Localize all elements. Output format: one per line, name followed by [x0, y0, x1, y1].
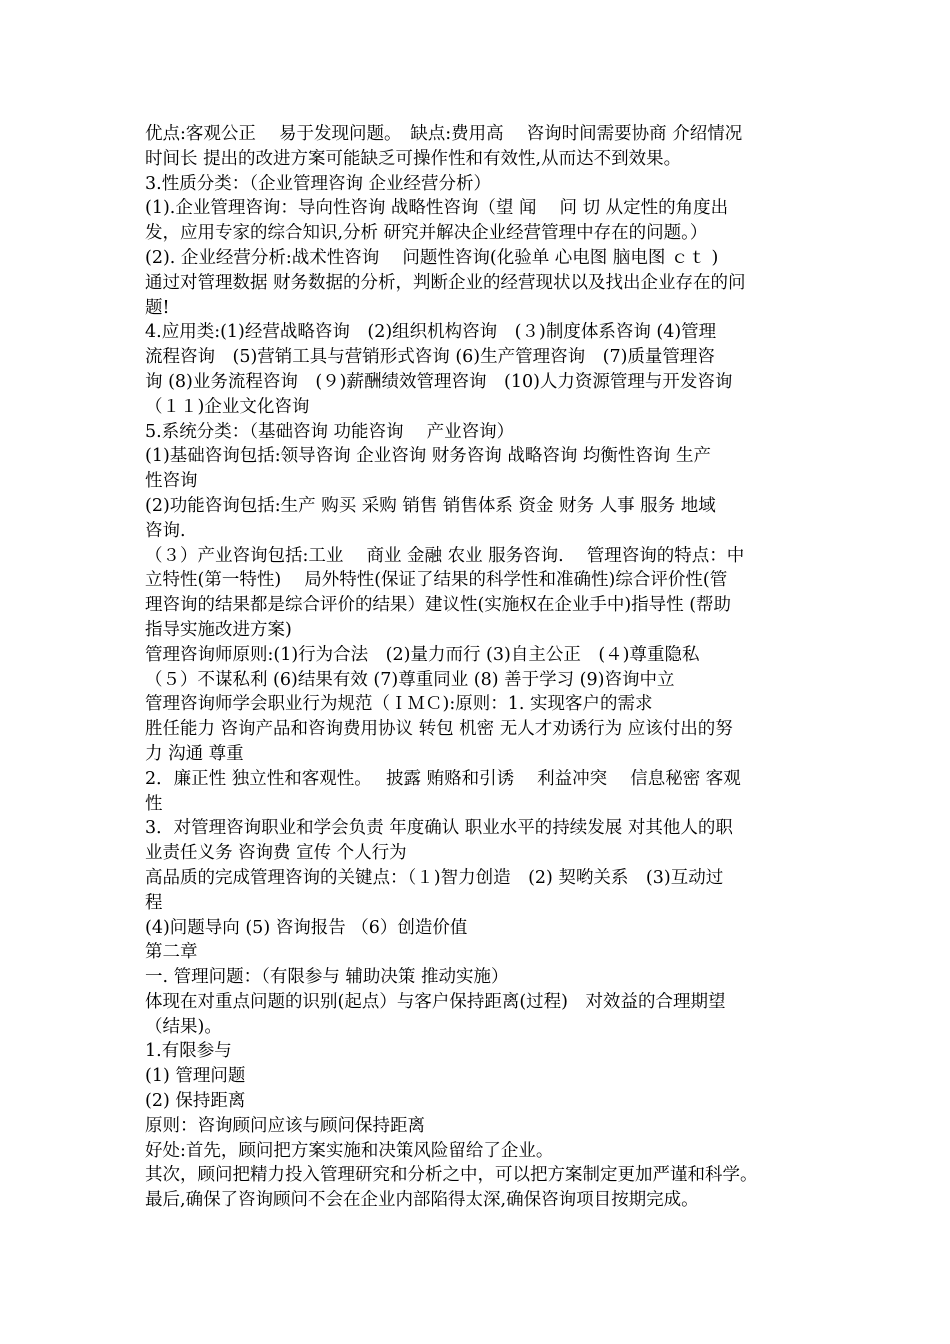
text-line: (1).企业管理咨询：导向性咨询 战略性咨询（望 闻 问 切 从定性的角度出	[145, 198, 729, 219]
text-line: (1) 管理问题	[145, 1066, 246, 1087]
text-line: (2)功能咨询包括:生产 购买 采购 销售 销售体系 资金 财务 人事 服务 地域	[145, 495, 716, 516]
text-line: 询 (8)业务流程咨询 (９)薪酬绩效管理咨询 (10)人力资源管理与开发咨询	[145, 371, 733, 392]
text-line: 一. 管理问题：（有限参与 辅助决策 推动实施）	[145, 967, 509, 988]
text-line: 力 沟通 尊重	[145, 743, 244, 764]
text-line: 优点:客观公正 易于发现问题。 缺点:费用高 咨询时间需要协商 介绍情况	[145, 124, 743, 144]
text-line: 发，应用专家的综合知识,分析 研究并解决企业经营管理中存在的问题。）	[145, 223, 708, 244]
text-line: 管理咨询师学会职业行为规范（ＩＭＣ):原则：1. 实现客户的需求	[145, 694, 653, 715]
text-line: （５）不谋私利 (6)结果有效 (7)尊重同业 (8) 善于学习 (9)咨询中立	[145, 669, 675, 690]
text-line: 性咨询	[145, 471, 198, 492]
text-line: 指导实施改进方案)	[145, 619, 292, 640]
text-line: (2). 企业经营分析:战术性咨询 问题性咨询(化验单 心电图 脑电图 ｃｔ )	[145, 247, 719, 268]
text-line: 体现在对重点问题的识别(起点）与客户保持距离(过程) 对效益的合理期望	[145, 991, 726, 1012]
text-line: 4.应用类:(1)经营战略咨询 (2)组织机构咨询 (３)制度体系咨询 (4)管理	[145, 322, 717, 343]
text-line: 题!	[145, 297, 170, 318]
text-line: 业责任义务 咨询费 宣传 个人行为	[145, 843, 407, 864]
document-body	[145, 122, 815, 1213]
text-line: (4)问题导向 (5) 咨询报告 （6）创造价值	[145, 917, 468, 938]
text-line: （３）产业咨询包括:工业 商业 金融 农业 服务咨询. 管理咨询的特点：中	[145, 545, 745, 566]
text-line: 第二章	[145, 942, 198, 963]
text-line: 管理咨询师原则:(1)行为合法 (2)量力而行 (3)自主公正 (４)尊重隐私	[145, 644, 700, 665]
text-line: 其次，顾问把精力投入管理研究和分析之中，可以把方案制定更加严谨和科学。	[145, 1165, 758, 1186]
text-line: 咨询.	[145, 520, 186, 541]
text-line: 胜任能力 咨询产品和咨询费用协议 转包 机密 无人才劝诱行为 应该付出的努	[145, 719, 733, 740]
text-line: （结果)。	[145, 1016, 222, 1037]
text-line: 理咨询的结果都是综合评价的结果）建议性(实施权在企业手中)指导性 (帮助	[145, 595, 732, 616]
text-line: 时间长 提出的改进方案可能缺乏可操作性和有效性,从而达不到效果。	[145, 148, 682, 169]
text-line: 3．对管理咨询职业和学会负责 年度确认 职业水平的持续发展 对其他人的职	[145, 818, 733, 839]
text-line: 流程咨询 (5)营销工具与营销形式咨询 (6)生产管理咨询 (7)质量管理咨	[145, 347, 715, 368]
text-line: 高品质的完成管理咨询的关键点：（１)智力创造 (2) 契哟关系 (3)互动过	[145, 867, 724, 888]
text-line: 1.有限参与	[145, 1041, 232, 1062]
text-line: 通过对管理数据 财务数据的分析，判断企业的经营现状以及找出企业存在的问	[145, 272, 746, 293]
text-line: 性	[145, 793, 163, 814]
text-line: 3.性质分类：（企业管理咨询 企业经营分析）	[145, 173, 492, 194]
text-line: 程	[145, 892, 163, 913]
text-line: 好处:首先，顾问把方案实施和决策风险留给了企业。	[145, 1140, 554, 1161]
text-line: 原则：咨询顾问应该与顾问保持距离	[145, 1115, 425, 1136]
text-line: 最后,确保了咨询顾问不会在企业内部陷得太深,确保咨询项目按期完成。	[145, 1190, 699, 1211]
text-line: (1)基础咨询包括:领导咨询 企业咨询 财务咨询 战略咨询 均衡性咨询 生产	[145, 446, 711, 467]
text-line: (2) 保持距离	[145, 1091, 246, 1112]
text-line: 立特性(第一特性) 局外特性(保证了结果的科学性和准确性)综合评价性(管	[145, 570, 728, 591]
text-line: 5.系统分类：（基础咨询 功能咨询 产业咨询）	[145, 421, 515, 442]
text-line: 2．廉正性 独立性和客观性。 披露 贿赂和引诱 利益冲突 信息秘密 客观	[145, 768, 741, 789]
text-line: （１１)企业文化咨询	[145, 396, 310, 417]
